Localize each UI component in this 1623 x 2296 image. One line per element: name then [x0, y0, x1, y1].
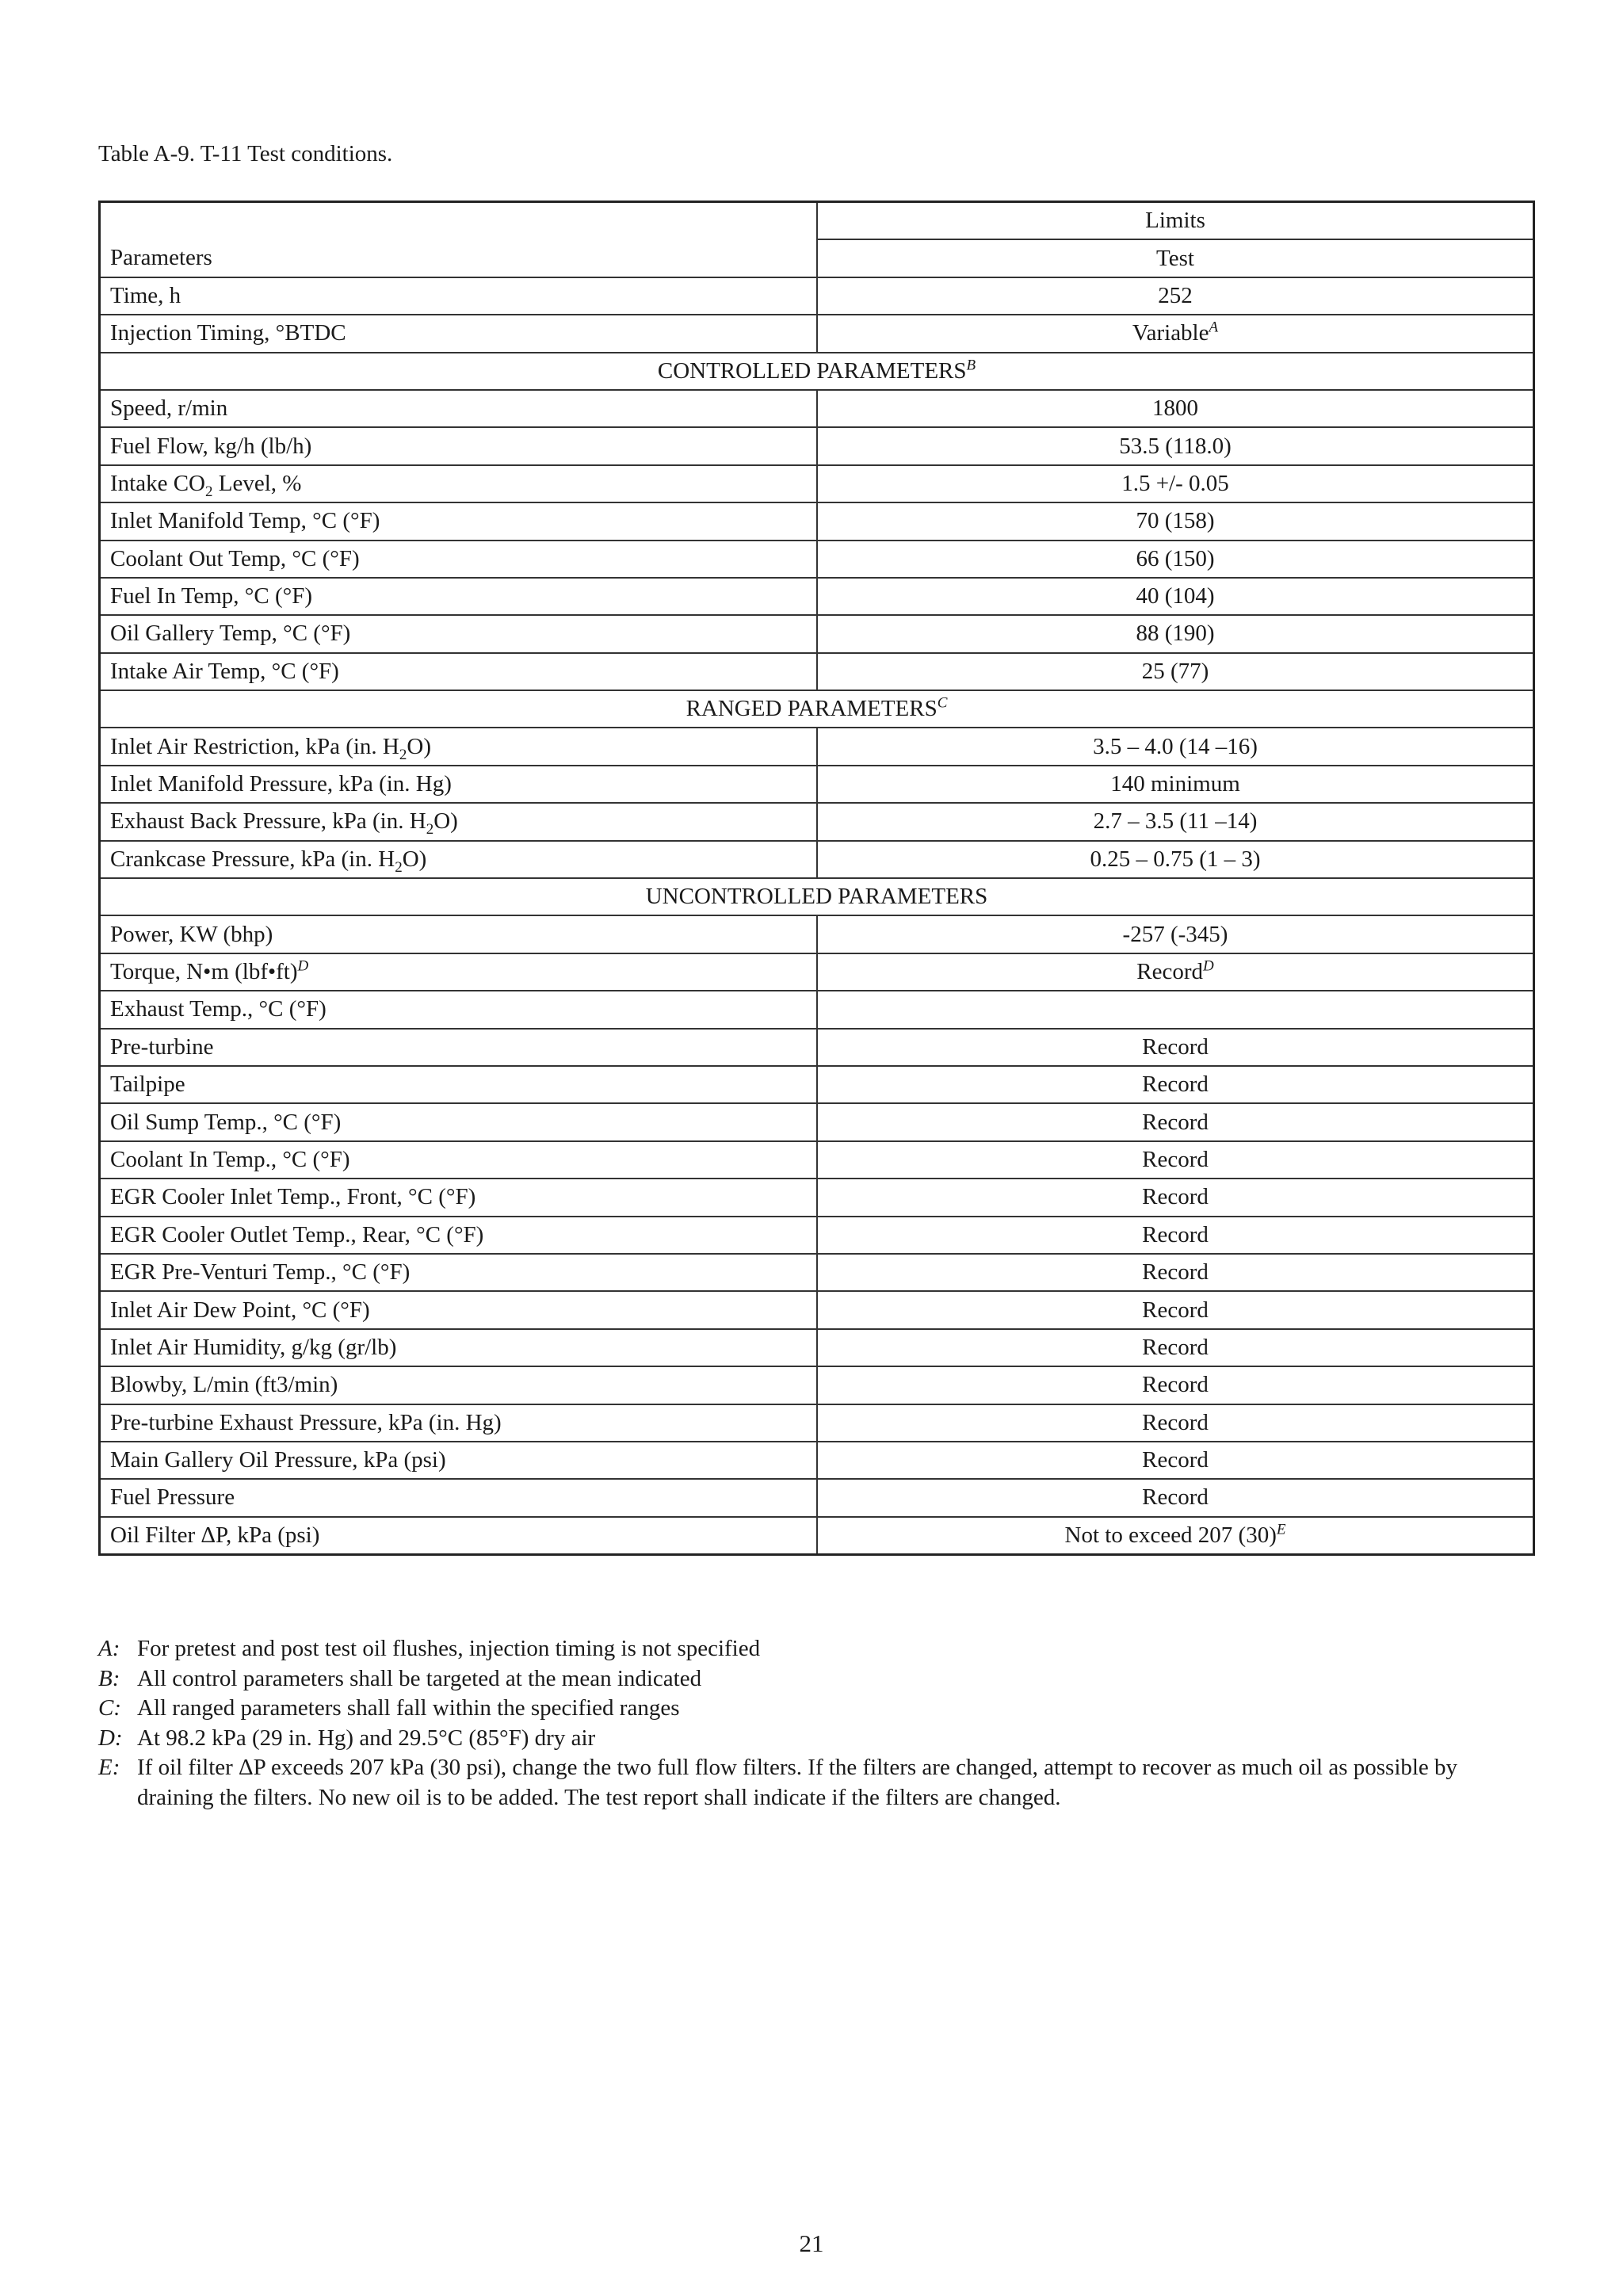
- test-conditions-table: [98, 201, 1535, 1556]
- header-test: Test: [817, 239, 1534, 277]
- subscript: 2: [395, 858, 403, 876]
- param-cell: Oil Sump Temp., °C (°F): [100, 1103, 818, 1140]
- table-row: [100, 991, 1534, 1028]
- param-text: Inlet Air Restriction, kPa (in. H: [110, 733, 399, 759]
- param-cell: Pre-turbine Exhaust Pressure, kPa (in. Hg): [100, 1404, 818, 1442]
- param-text: Torque, N•m (lbf•ft): [110, 959, 298, 984]
- value-cell: 1.5 +/- 0.05: [817, 465, 1534, 502]
- value-cell: 88 (190): [817, 615, 1534, 652]
- footnote-ref: E: [1276, 1521, 1286, 1538]
- value-cell: 140 minimum: [817, 766, 1534, 803]
- param-cell: [100, 728, 818, 765]
- param-cell: Fuel Pressure: [100, 1479, 818, 1516]
- param-cell: Time, h: [100, 277, 818, 315]
- table-row: [100, 1141, 1534, 1179]
- table-caption: Table A-9. T-11 Test conditions.: [98, 141, 393, 166]
- footnote-ref: A: [1209, 319, 1219, 336]
- value-cell: 1800: [817, 390, 1534, 427]
- footnote-ref: B: [966, 357, 976, 374]
- param-text-post: O): [402, 846, 427, 872]
- param-cell: Exhaust Temp., °C (°F): [100, 991, 818, 1028]
- param-cell: Main Gallery Oil Pressure, kPa (psi): [100, 1442, 818, 1479]
- footnote: [98, 1724, 1535, 1754]
- table-row: [100, 1066, 1534, 1103]
- param-text: Crankcase Pressure, kPa (in. H: [110, 846, 395, 872]
- page-number: 21: [799, 2229, 824, 2257]
- value-cell: [817, 315, 1534, 352]
- footnotes: [98, 1634, 1535, 1813]
- param-text-post: O): [433, 808, 458, 835]
- footnote-key: D:: [98, 1725, 123, 1751]
- param-cell: EGR Pre-Venturi Temp., °C (°F): [100, 1254, 818, 1291]
- table-row: [100, 465, 1534, 502]
- table-row: [100, 1517, 1534, 1555]
- param-cell: Pre-turbine: [100, 1029, 818, 1066]
- footnote-key: C:: [98, 1695, 121, 1721]
- footnote-ref: C: [937, 694, 948, 712]
- table-row: [100, 915, 1534, 953]
- param-cell: Inlet Air Humidity, g/kg (gr/lb): [100, 1329, 818, 1366]
- footnote: [98, 1634, 1535, 1664]
- table-row: [100, 1254, 1534, 1291]
- section-title-text: RANGED PARAMETERS: [685, 696, 938, 722]
- param-cell: [100, 465, 818, 502]
- footnote-text: At 98.2 kPa (29 in. Hg) and 29.5°C (85°F) dry air: [137, 1725, 596, 1751]
- value-cell: [817, 1517, 1534, 1555]
- value-cell: 70 (158): [817, 502, 1534, 540]
- table-row: [100, 390, 1534, 427]
- value-cell: 252: [817, 277, 1534, 315]
- table-row: [100, 1291, 1534, 1328]
- subscript: 2: [426, 821, 434, 839]
- value-cell: Record: [817, 1404, 1534, 1442]
- value-cell: 25 (77): [817, 653, 1534, 690]
- footnote-text: All ranged parameters shall fall within the specified ranges: [137, 1695, 680, 1721]
- footnote-key: A:: [98, 1636, 120, 1661]
- table-row: [100, 1442, 1534, 1479]
- section-title: UNCONTROLLED PARAMETERS: [100, 878, 1534, 915]
- table-row: [100, 578, 1534, 615]
- subscript: 2: [205, 483, 213, 500]
- value-cell: Record: [817, 1179, 1534, 1216]
- param-cell: Coolant In Temp., °C (°F): [100, 1141, 818, 1179]
- table-row: [100, 541, 1534, 578]
- param-cell: Power, KW (bhp): [100, 915, 818, 953]
- value-cell: Record: [817, 1029, 1534, 1066]
- header-blank-cell: [100, 202, 818, 240]
- table-row: [100, 615, 1534, 652]
- value-cell: Record: [817, 1254, 1534, 1291]
- table-row: [100, 953, 1534, 991]
- table-row: [100, 728, 1534, 765]
- param-cell: [100, 803, 818, 840]
- value-cell: [817, 953, 1534, 991]
- table-row: [100, 1103, 1534, 1140]
- footnote-text: For pretest and post test oil flushes, injection timing is not specified: [137, 1636, 761, 1661]
- value-cell: Record: [817, 1291, 1534, 1328]
- value-cell: 53.5 (118.0): [817, 427, 1534, 464]
- section-title: [100, 690, 1534, 728]
- value-cell: 0.25 – 0.75 (1 – 3): [817, 841, 1534, 878]
- value-cell: 3.5 – 4.0 (14 –16): [817, 728, 1534, 765]
- subscript: 2: [399, 746, 407, 763]
- param-text: Intake CO: [110, 470, 205, 496]
- param-cell: Inlet Manifold Temp, °C (°F): [100, 502, 818, 540]
- table-row: [100, 1329, 1534, 1366]
- table-row: [100, 1404, 1534, 1442]
- value-cell: 40 (104): [817, 578, 1534, 615]
- param-text-post: Level, %: [212, 470, 302, 496]
- footnote-text: If oil filter ΔP exceeds 207 kPa (30 psi), change the two full flow filters. If the filters are changed, attempt to recover as much oil as possible by draining the filters. No new oil is to be added. The test report shall indicate if the filters are changed.: [137, 1755, 1458, 1810]
- value-cell: Record: [817, 1366, 1534, 1404]
- table-row: [100, 502, 1534, 540]
- table-row: [100, 427, 1534, 464]
- table-row: [100, 1217, 1534, 1254]
- header-row-limits: [100, 202, 1534, 240]
- param-cell: Fuel Flow, kg/h (lb/h): [100, 427, 818, 464]
- param-cell: Fuel In Temp, °C (°F): [100, 578, 818, 615]
- header-parameters: Parameters: [100, 239, 818, 277]
- value-text: Not to exceed 207 (30): [1064, 1522, 1277, 1548]
- table-row: [100, 1366, 1534, 1404]
- table-row: [100, 1179, 1534, 1216]
- table-row: [100, 841, 1534, 878]
- param-cell: EGR Cooler Inlet Temp., Front, °C (°F): [100, 1179, 818, 1216]
- value-text: Record: [1136, 959, 1203, 984]
- section-row-uncontrolled: [100, 878, 1534, 915]
- value-cell: Record: [817, 1103, 1534, 1140]
- section-row-ranged: [100, 690, 1534, 728]
- table-row: [100, 315, 1534, 352]
- param-cell: Oil Gallery Temp, °C (°F): [100, 615, 818, 652]
- param-cell: Inlet Manifold Pressure, kPa (in. Hg): [100, 766, 818, 803]
- footnote-text: All control parameters shall be targeted at the mean indicated: [137, 1665, 702, 1691]
- header-limits: Limits: [817, 202, 1534, 240]
- value-cell: Record: [817, 1066, 1534, 1103]
- table-row: [100, 1479, 1534, 1516]
- param-text: Exhaust Back Pressure, kPa (in. H: [110, 808, 426, 835]
- table-row: [100, 766, 1534, 803]
- param-cell: Tailpipe: [100, 1066, 818, 1103]
- param-cell: Injection Timing, °BTDC: [100, 315, 818, 352]
- value-cell: Record: [817, 1329, 1534, 1366]
- value-cell: [817, 991, 1534, 1028]
- param-cell: Speed, r/min: [100, 390, 818, 427]
- value-cell: Record: [817, 1479, 1534, 1516]
- footnote: [98, 1664, 1535, 1694]
- footnote-ref: D: [1203, 957, 1214, 975]
- param-cell: Intake Air Temp, °C (°F): [100, 653, 818, 690]
- value-cell: Record: [817, 1141, 1534, 1179]
- value-cell: Record: [817, 1442, 1534, 1479]
- section-title: [100, 353, 1534, 390]
- section-row-controlled: [100, 353, 1534, 390]
- footnote-key: B:: [98, 1665, 120, 1691]
- value-cell: -257 (-345): [817, 915, 1534, 953]
- footnote: [98, 1753, 1535, 1813]
- param-cell: EGR Cooler Outlet Temp., Rear, °C (°F): [100, 1217, 818, 1254]
- param-cell: [100, 953, 818, 991]
- param-cell: [100, 841, 818, 878]
- param-cell: Blowby, L/min (ft3/min): [100, 1366, 818, 1404]
- table-row: [100, 653, 1534, 690]
- param-text-post: O): [407, 733, 431, 759]
- footnote-ref: D: [297, 957, 309, 975]
- value-text: Variable: [1132, 320, 1209, 346]
- footnote-key: E:: [98, 1755, 120, 1780]
- footnote: [98, 1694, 1535, 1724]
- header-row-test: [100, 239, 1534, 277]
- table-row: [100, 1029, 1534, 1066]
- table-row: [100, 277, 1534, 315]
- value-cell: Record: [817, 1217, 1534, 1254]
- value-cell: 2.7 – 3.5 (11 –14): [817, 803, 1534, 840]
- value-cell: 66 (150): [817, 541, 1534, 578]
- section-title-text: CONTROLLED PARAMETERS: [657, 357, 967, 384]
- param-cell: Inlet Air Dew Point, °C (°F): [100, 1291, 818, 1328]
- param-cell: Coolant Out Temp, °C (°F): [100, 541, 818, 578]
- table-row: [100, 803, 1534, 840]
- param-cell: Oil Filter ΔP, kPa (psi): [100, 1517, 818, 1555]
